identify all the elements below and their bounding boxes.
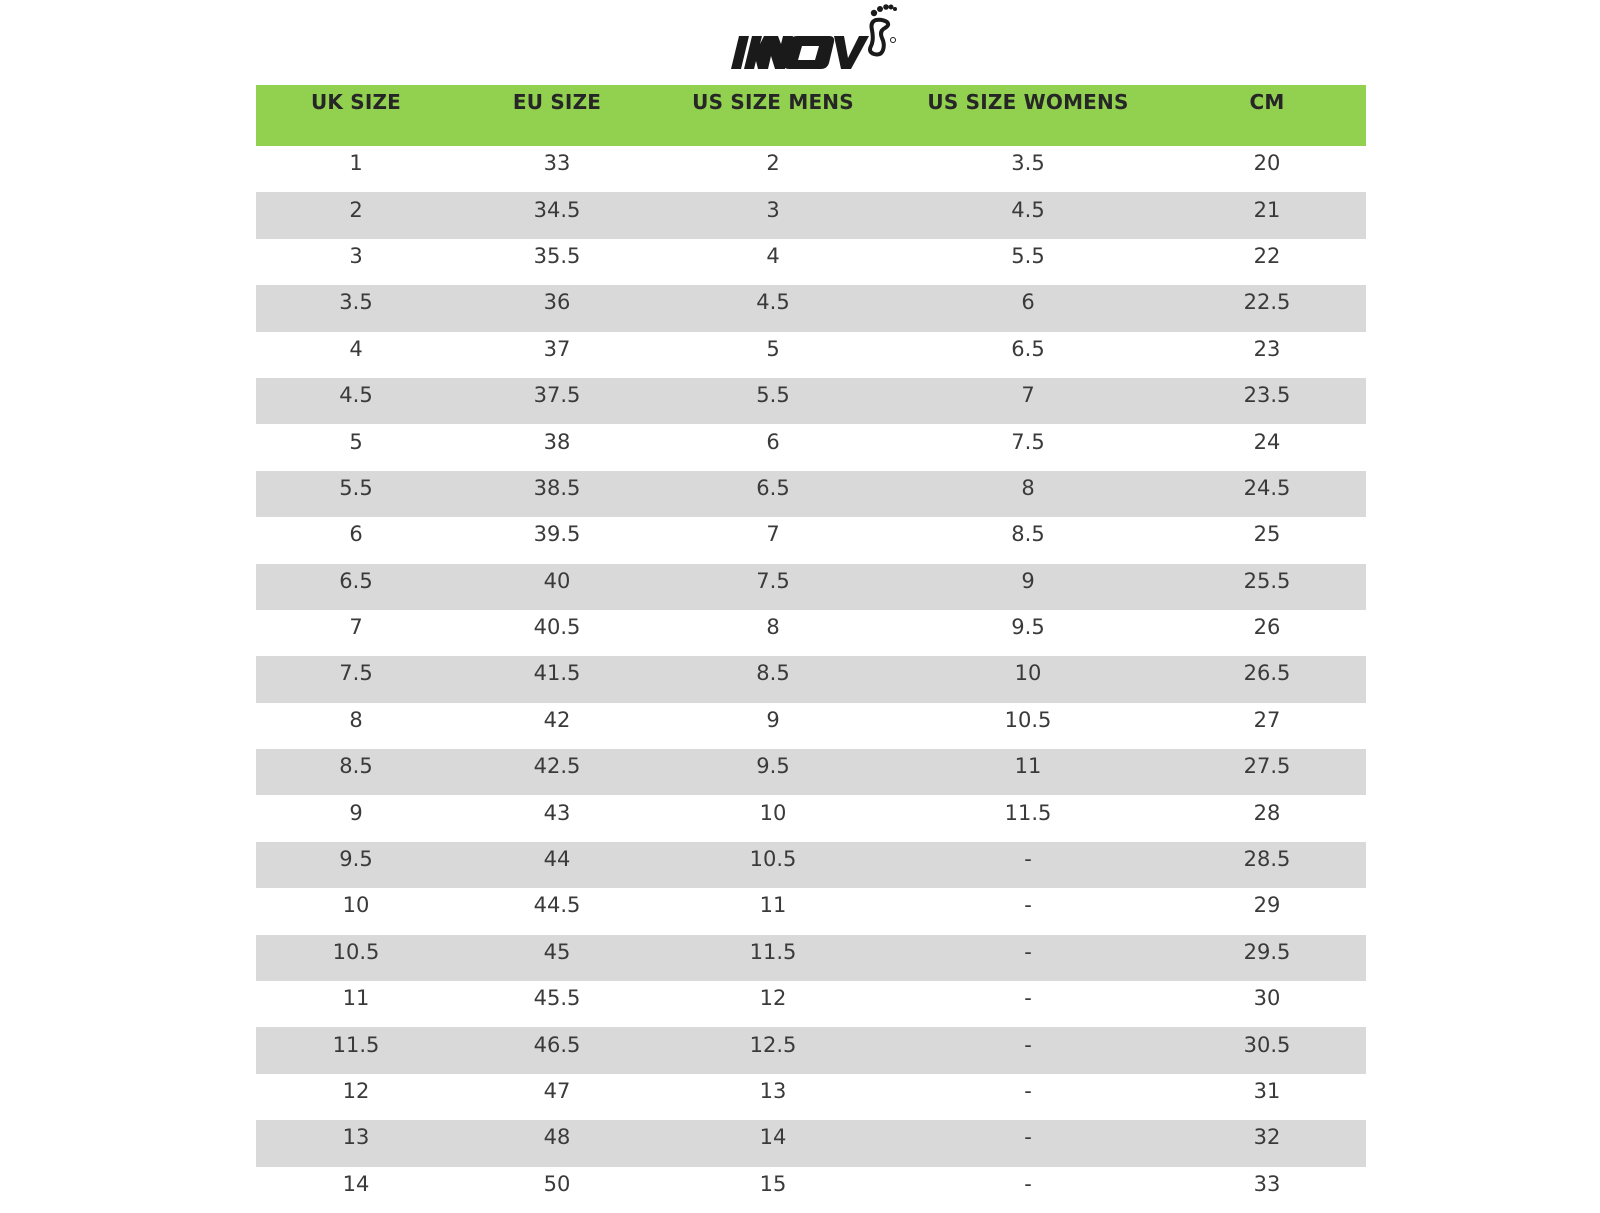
cell-eu-size: 42	[543, 707, 571, 732]
table-row	[256, 192, 1366, 238]
cell-eu-size: 37	[543, 336, 571, 361]
cell-cm: 23.5	[1168, 378, 1366, 424]
size-chart-table	[256, 85, 1366, 1213]
cell-cm: 26.5	[1168, 656, 1366, 702]
cell-us-size-womens: 11	[888, 749, 1168, 795]
cell-cm: 21	[1168, 192, 1366, 238]
cell-us-size-womens: -	[888, 935, 1168, 981]
cell-us-size-womens: -	[888, 842, 1168, 888]
cell-us-size-womens: 9.5	[1011, 615, 1045, 640]
table-row	[256, 842, 1366, 888]
cell-cm: 25	[1253, 522, 1281, 547]
table-row	[256, 888, 1366, 934]
cell-cm: 32	[1168, 1120, 1366, 1166]
cell-cm: 26	[1253, 615, 1281, 640]
cell-eu-size: 40	[456, 564, 658, 610]
cell-eu-size: 48	[456, 1120, 658, 1166]
table-row	[256, 1027, 1366, 1073]
cell-eu-size: 43	[543, 800, 571, 825]
cell-us-size-womens: -	[1024, 986, 1032, 1011]
size-chart-body	[256, 146, 1366, 1213]
cell-uk-size: 1	[349, 151, 363, 176]
cell-uk-size: 13	[256, 1120, 456, 1166]
cell-uk-size: 3.5	[256, 285, 456, 331]
cell-us-size-womens: 3.5	[1011, 151, 1045, 176]
header-us-size-womens: US SIZE WOMENS	[888, 85, 1168, 146]
cell-us-size-mens: 10.5	[658, 842, 888, 888]
cell-us-size-womens: 6.5	[1011, 336, 1045, 361]
cell-eu-size: 41.5	[456, 656, 658, 702]
cell-us-size-mens: 15	[759, 1171, 787, 1196]
cell-eu-size: 39.5	[533, 522, 581, 547]
cell-uk-size: 4	[349, 336, 363, 361]
cell-us-size-womens: 7	[888, 378, 1168, 424]
cell-uk-size: 6.5	[256, 564, 456, 610]
cell-us-size-womens: 4.5	[888, 192, 1168, 238]
cell-us-size-mens: 11	[759, 893, 787, 918]
cell-us-size-mens: 10	[759, 800, 787, 825]
cell-us-size-womens: -	[1024, 893, 1032, 918]
table-row	[256, 332, 1366, 378]
cell-us-size-mens: 7	[766, 522, 780, 547]
cell-us-size-womens: -	[888, 1027, 1168, 1073]
cell-eu-size: 45.5	[533, 986, 581, 1011]
cell-uk-size: 3	[349, 243, 363, 268]
cell-us-size-mens: 3	[658, 192, 888, 238]
table-row	[256, 935, 1366, 981]
cell-eu-size: 42.5	[456, 749, 658, 795]
cell-uk-size: 14	[342, 1171, 370, 1196]
cell-us-size-mens: 2	[766, 151, 780, 176]
cell-us-size-womens: 6	[888, 285, 1168, 331]
size-chart	[256, 85, 1366, 1213]
cell-eu-size: 38	[543, 429, 571, 454]
cell-us-size-mens: 14	[658, 1120, 888, 1166]
table-row	[256, 1167, 1366, 1213]
cell-cm: 25.5	[1168, 564, 1366, 610]
cell-us-size-mens: 13	[759, 1079, 787, 1103]
cell-us-size-mens: 7.5	[658, 564, 888, 610]
cell-cm: 27	[1253, 707, 1281, 732]
cell-cm: 20	[1253, 151, 1281, 176]
cell-us-size-womens: 7.5	[1011, 429, 1045, 454]
cell-cm: 24.5	[1168, 471, 1366, 517]
cell-us-size-womens: -	[888, 1120, 1168, 1166]
cell-uk-size: 11.5	[256, 1027, 456, 1073]
header-cm: CM	[1168, 85, 1366, 146]
table-row	[256, 564, 1366, 610]
header-us-size-mens: US SIZE MENS	[658, 85, 888, 146]
table-row	[256, 517, 1366, 563]
cell-eu-size: 44.5	[533, 893, 581, 918]
cell-us-size-mens: 4.5	[658, 285, 888, 331]
cell-eu-size: 46.5	[456, 1027, 658, 1073]
size-chart-header	[256, 85, 1366, 146]
cell-cm: 22.5	[1168, 285, 1366, 331]
foot-icon	[870, 4, 897, 54]
cell-us-size-mens: 5	[766, 336, 780, 361]
cell-us-size-womens: 11.5	[1004, 800, 1052, 825]
cell-eu-size: 37.5	[456, 378, 658, 424]
cell-us-size-womens: 5.5	[1011, 243, 1045, 268]
table-row	[256, 610, 1366, 656]
cell-eu-size: 35.5	[533, 243, 581, 268]
cell-uk-size: 2	[256, 192, 456, 238]
cell-us-size-mens: 12	[759, 986, 787, 1011]
cell-us-size-mens: 8	[766, 615, 780, 640]
cell-us-size-mens: 8.5	[658, 656, 888, 702]
cell-cm: 30.5	[1168, 1027, 1366, 1073]
cell-uk-size: 8	[349, 707, 363, 732]
cell-cm: 23	[1253, 336, 1281, 361]
header-uk-size: UK SIZE	[256, 85, 456, 146]
table-row	[256, 146, 1366, 192]
table-row	[256, 656, 1366, 702]
cell-uk-size: 9	[349, 800, 363, 825]
cell-cm: 27.5	[1168, 749, 1366, 795]
table-row	[256, 1120, 1366, 1166]
cell-cm: 30	[1253, 986, 1281, 1011]
cell-us-size-mens: 5.5	[658, 378, 888, 424]
header-eu-size: EU SIZE	[456, 85, 658, 146]
cell-eu-size: 47	[543, 1079, 571, 1103]
table-row	[256, 981, 1366, 1027]
cell-uk-size: 9.5	[256, 842, 456, 888]
cell-uk-size: 10.5	[256, 935, 456, 981]
cell-us-size-womens: 9	[888, 564, 1168, 610]
table-row	[256, 285, 1366, 331]
cell-uk-size: 5	[349, 429, 363, 454]
cell-us-size-womens: 8.5	[1011, 522, 1045, 547]
cell-cm: 28	[1253, 800, 1281, 825]
cell-uk-size: 12	[342, 1079, 370, 1103]
cell-uk-size: 6	[349, 522, 363, 547]
inov8-logo	[727, 0, 897, 74]
cell-us-size-mens: 11.5	[658, 935, 888, 981]
cell-cm: 22	[1253, 243, 1281, 268]
cell-cm: 28.5	[1168, 842, 1366, 888]
cell-uk-size: 11	[342, 986, 370, 1011]
cell-uk-size: 10	[342, 893, 370, 918]
cell-us-size-mens: 4	[766, 243, 780, 268]
cell-eu-size: 36	[456, 285, 658, 331]
cell-cm: 24	[1253, 429, 1281, 454]
cell-us-size-womens: -	[1024, 1171, 1032, 1196]
table-row	[256, 424, 1366, 470]
cell-uk-size: 7	[349, 615, 363, 640]
cell-us-size-mens: 12.5	[658, 1027, 888, 1073]
cell-us-size-mens: 6.5	[658, 471, 888, 517]
cell-uk-size: 5.5	[256, 471, 456, 517]
table-row	[256, 239, 1366, 285]
cell-cm: 29	[1253, 893, 1281, 918]
cell-eu-size: 34.5	[456, 192, 658, 238]
cell-uk-size: 8.5	[256, 749, 456, 795]
cell-us-size-womens: 10.5	[1004, 707, 1052, 732]
table-row	[256, 378, 1366, 424]
cell-eu-size: 33	[543, 151, 571, 176]
cell-us-size-womens: 10	[888, 656, 1168, 702]
table-row	[256, 703, 1366, 749]
cell-cm: 31	[1253, 1079, 1281, 1103]
header-row	[256, 85, 1366, 146]
cell-eu-size: 44	[456, 842, 658, 888]
cell-us-size-mens: 9	[766, 707, 780, 732]
cell-us-size-womens: 8	[888, 471, 1168, 517]
cell-us-size-mens: 6	[766, 429, 780, 454]
cell-uk-size: 7.5	[256, 656, 456, 702]
cell-us-size-mens: 9.5	[658, 749, 888, 795]
cell-cm: 29.5	[1168, 935, 1366, 981]
cell-eu-size: 40.5	[533, 615, 581, 640]
cell-us-size-womens: -	[1024, 1079, 1032, 1103]
cell-eu-size: 50	[543, 1171, 571, 1196]
cell-uk-size: 4.5	[256, 378, 456, 424]
cell-eu-size: 38.5	[456, 471, 658, 517]
cell-cm: 33	[1253, 1171, 1281, 1196]
table-row	[256, 795, 1366, 841]
cell-eu-size: 45	[456, 935, 658, 981]
table-row	[256, 1074, 1366, 1120]
table-row	[256, 471, 1366, 517]
table-row	[256, 749, 1366, 795]
